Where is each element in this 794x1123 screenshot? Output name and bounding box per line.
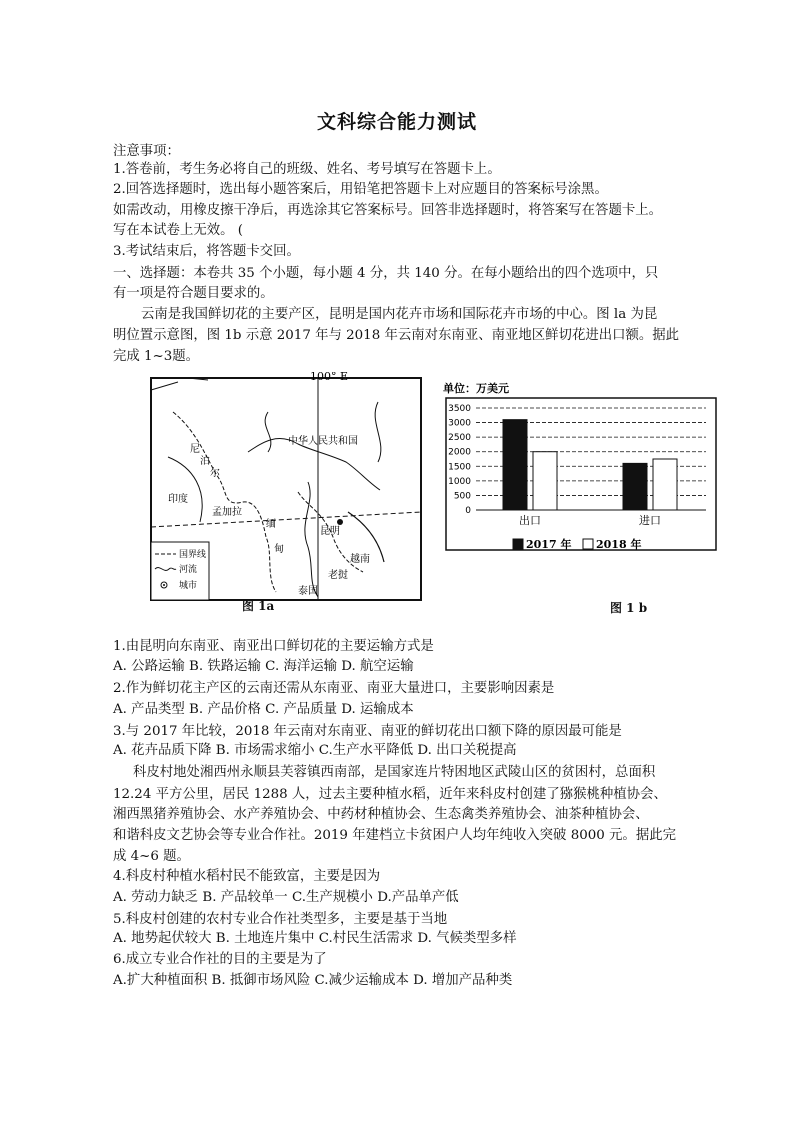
question-line: A. 劳动力缺乏 B. 产品较单一 C.生产规模小 D.产品单产低 bbox=[113, 890, 459, 905]
x-tick-label: 出口 bbox=[519, 514, 541, 527]
y-tick-label: 1500 bbox=[448, 462, 471, 473]
instruction-line: 有一项是符合题目要求的。 bbox=[113, 286, 274, 301]
y-tick-label: 2500 bbox=[448, 433, 471, 444]
legend-river: 河流 bbox=[179, 565, 198, 575]
question-line: A. 地势起伏较大 B. 土地连片集中 C.村民生活需求 D. 气候类型多样 bbox=[113, 931, 517, 946]
y-tick-label: 0 bbox=[465, 506, 471, 516]
bar-2018 bbox=[533, 452, 557, 510]
y-tick-label: 3500 bbox=[448, 404, 471, 414]
page-title: 文科综合能力测试 bbox=[316, 111, 477, 133]
question-line: 2.作为鲜切花主产区的云南还需从东南亚、南亚大量进口，主要影响因素是 bbox=[113, 681, 555, 696]
legend-city: 城市 bbox=[179, 581, 198, 591]
question-line: A. 花卉品质下降 B. 市场需求缩小 C.生产水平降低 D. 出口关税提高 bbox=[113, 743, 517, 758]
question-line: A. 公路运输 B. 铁路运输 C. 海洋运输 D. 航空运输 bbox=[113, 659, 414, 674]
y-tick-label: 500 bbox=[453, 491, 471, 502]
bar-2018 bbox=[653, 459, 677, 510]
figure-1b-caption: 图 1 b bbox=[610, 601, 648, 615]
instruction-line: 明位置示意图，图 1b 示意 2017 年与 2018 年云南对东南亚、南亚地区鲜切花进出口额。据此 bbox=[113, 328, 680, 343]
y-tick-label: 2000 bbox=[448, 447, 471, 458]
map-label-india: 印度 bbox=[168, 494, 188, 505]
question-line: 成 4~6 题。 bbox=[113, 849, 190, 864]
map-label-kunming: 昆明 bbox=[320, 526, 340, 537]
instruction-line: 写在本试卷上无效。 ( bbox=[113, 223, 243, 238]
question-line: A.扩大种植面积 B. 抵御市场风险 C.减少运输成本 D. 增加产品种类 bbox=[113, 973, 513, 988]
map-label-nepal: 尼泊尔 bbox=[190, 444, 220, 479]
legend-swatch bbox=[583, 539, 593, 549]
question-line: 科皮村地处湘西州永顺县芙蓉镇西南部，是国家连片特困地区武陵山区的贫困村，总面积 bbox=[133, 765, 656, 780]
map-label-china: 中华人民共和国 bbox=[288, 436, 358, 447]
meridian-label: 100° E bbox=[310, 372, 349, 383]
bar-2017 bbox=[623, 463, 647, 510]
map-label-myanmar: 缅甸 bbox=[266, 519, 284, 555]
instruction-line: 一、选择题：本卷共 35 个小题，每小题 4 分，共 140 分。在每小题给出的四个选项中，只 bbox=[113, 266, 659, 281]
chart-unit-label: 单位：万美元 bbox=[443, 382, 509, 395]
kunming-marker bbox=[337, 519, 343, 525]
question-line: 6.成立专业合作社的目的主要是为了 bbox=[113, 952, 327, 967]
instruction-line: 2.回答选择题时，选出每小题答案后，用铅笔把答题卡上对应题目的答案标号涂黑。 bbox=[113, 182, 608, 197]
legend-swatch bbox=[513, 539, 523, 549]
question-line: 湘西黑猪养殖协会、水产养殖协会、中药材种植协会、生态禽类养殖协会、油茶种植协会、 bbox=[113, 807, 649, 822]
map-label-thailand: 泰国 bbox=[298, 586, 318, 597]
instruction-line: 3.考试结束后，将答题卡交回。 bbox=[113, 244, 300, 259]
x-tick-label: 进口 bbox=[639, 514, 661, 527]
y-tick-label: 1000 bbox=[448, 476, 471, 487]
question-line: 12.24 平方公里，居民 1288 人，过去主要种植水稻，近年来科皮村创建了猕猴桃种植协会、 bbox=[113, 787, 667, 802]
question-line: 3.与 2017 年比较，2018 年云南对东南亚、南亚的鲜切花出口额下降的原因最可能是 bbox=[113, 724, 622, 739]
question-line: 和谐科皮文艺协会等专业合作社。2019 年建档立卡贫困户人均年纯收入突破 8000 元。据此完 bbox=[113, 828, 676, 843]
location-map bbox=[148, 372, 425, 612]
legend-label: 2017 年 bbox=[526, 538, 572, 551]
instruction-line: 如需改动，用橡皮擦干净后，再选涂其它答案标号。回答非选择题时，将答案写在答题卡上。 bbox=[113, 203, 663, 218]
bar-2017 bbox=[503, 420, 527, 510]
instruction-line: 云南是我国鲜切花的主要产区，昆明是国内花卉市场和国际花卉市场的中心。图 la 为昆 bbox=[141, 307, 658, 322]
y-tick-label: 3000 bbox=[448, 418, 471, 429]
legend-border: 国界线 bbox=[179, 550, 207, 560]
figure-1a-caption: 图 1a bbox=[242, 599, 275, 613]
instruction-line: 1.答卷前，考生务必将自己的班级、姓名、考号填写在答题卡上。 bbox=[113, 162, 501, 177]
map-label-laos: 老挝 bbox=[328, 570, 348, 581]
legend-label: 2018 年 bbox=[596, 538, 642, 551]
export-import-bar-chart bbox=[438, 380, 738, 620]
question-line: 1.由昆明向东南亚、南亚出口鲜切花的主要运输方式是 bbox=[113, 639, 434, 654]
question-line: 4.科皮村种植水稻村民不能致富，主要是因为 bbox=[113, 869, 381, 884]
question-line: A. 产品类型 B. 产品价格 C. 产品质量 D. 运输成本 bbox=[113, 702, 414, 717]
instruction-line: 注意事项： bbox=[113, 144, 180, 159]
map-label-vietnam: 越南 bbox=[350, 554, 370, 565]
question-line: 5.科皮村创建的农村专业合作社类型多，主要是基于当地 bbox=[113, 912, 448, 927]
instruction-line: 完成 1~3题。 bbox=[113, 349, 200, 364]
map-label-bangladesh: 孟加拉 bbox=[212, 507, 242, 518]
